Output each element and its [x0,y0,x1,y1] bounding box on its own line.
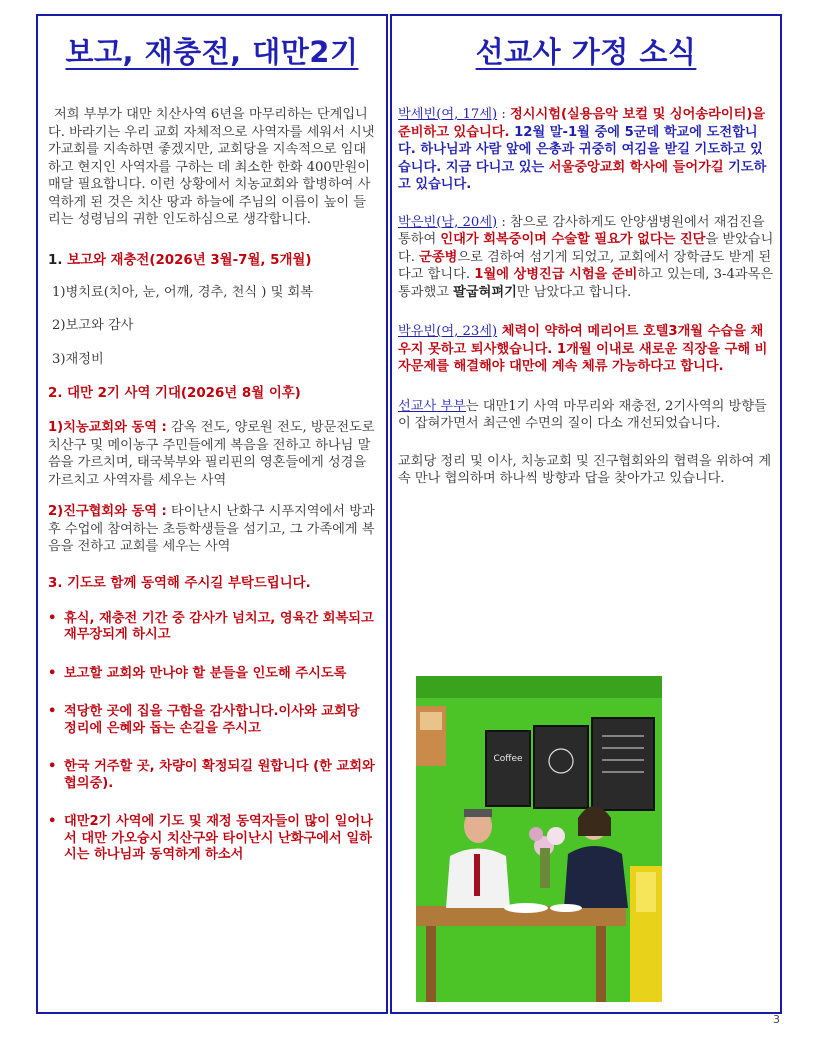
section-2-heading: 2. 대만 2기 사역 기대(2026년 8월 이후) [48,386,301,401]
eunbin-text-2: 을 받았습니다. [398,232,774,265]
eunbin-name: 박은빈(남, 20세) [398,214,498,230]
eunbin-text-bold: 팔굽혀펴기 [453,284,517,300]
eunbin-text-1: : 참으로 감사하게도 안양샘병원에서 재검진을 통하여 [398,214,765,247]
right-column [390,14,782,1014]
yubin-name: 박유빈(여, 23세) [398,324,498,339]
section-2 [48,382,376,556]
section-1 [48,249,376,369]
left-content [48,106,376,864]
family-news-yubin [398,323,774,376]
section-1-item-2: 2)보고와 감사 [52,318,134,333]
eunbin-text-red-3: 1월에 상병진급 시험을 준비 [474,267,638,282]
church-news: 교회당 정리 및 이사, 치농교회 및 진구협회와의 협력을 위하여 계속 만나 협의하며 하나씩 방향과 답을 찾아가고 있습니다. [398,453,772,486]
section-2-item-1-text: 감옥 전도, 양로원 전도, 방문전도로 치산구 및 메이농구 주민들에게 복음을 전하고 하나님 말씀을 가르치며, 태국북부와 필리핀의 영혼들에게 성경을 가르치고 사역자를 세우는 사역 [48,420,375,488]
couple-text: 는 대만1기 사역 마무리와 재충전, 2기사역의 방향들이 잡혀가면서 최근엔 수면의 질이 다소 개선되었습니다. [398,398,767,431]
sebin-text-blue-2: 기도하고 있습니다. [398,159,767,192]
prayer-item: • 보고할 교회와 만나야 할 분들을 인도해 주시도록 [48,666,376,683]
page-number: 3 [773,1013,780,1026]
eunbin-text-4: 하고 있는데, 3-4과목은 통과했고 [398,267,774,300]
section-2-item-2-label: 2)진구협회와 동역 : [48,504,167,519]
sebin-text-blue: 12월 말-1월 중에 5군데 학교에 도전합니다. 하나님과 사람 앞에 은총과 귀중히 여김을 받길 기도하고 있습니다. 지금 다니고 있는 [398,124,763,175]
prayer-list [48,611,376,864]
section-2-item-2-text: 타이난시 난화구 시푸지역에서 방과후 수업에 참여하는 초등학생들을 섬기고, 그 가족에게 복음을 전하고 교회를 세우는 사역 [48,504,375,554]
chalkboard-text: Coffee [493,754,523,764]
right-title: 선교사 가정 소식 [475,35,697,69]
eunbin-text-5: 만 남았다고 합니다. [516,284,632,300]
sebin-sep: : [497,107,510,122]
section-1-item-1: 1)병치료(치아, 눈, 어깨, 경추, 천식 ) 및 회복 [52,284,314,300]
family-news-eunbin [398,214,774,302]
section-2-item-1 [48,419,376,489]
section-1-heading [48,249,376,268]
sebin-text-red: 정시시험(실용음악 보컬 및 싱어송라이터)을 준비하고 있습니다. [398,107,766,140]
intro-paragraph: 저희 부부가 대만 치산사역 6년을 마무리하는 단계입니다. 바라기는 우리 교회 자체적으로 사역자를 세워서 시냇가교회를 지속하면 좋겠지만, 교회당을 지속적으로 임대하고 현지인 사역자를 구하는 데 최소한 한화 400만원이 매달 필요합니다. 이런 상황에서 치농교회와 합병하여 사역하게 된 것은 치산 땅과 하늘에 주님의 이름이 높이 들리는 성령님의 귀한 인도하심으로 생각합니다. [48,107,375,227]
eunbin-text-red-1: 인대가 회복중이며 수술할 필요가 없다는 진단 [440,232,706,247]
yubin-text: 체력이 약하여 메리어트 호텔3개월 수습을 채우지 못하고 퇴사했습니다. 1개월 이내로 새로운 직장을 구해 비자문제를 해결해야 대만에 계속 체류 가능하다고 합니다. [398,324,768,374]
prayer-item: • 한국 거주할 곳, 차량이 확정되길 원합니다 (한 교회와 협의중). [48,759,376,792]
prayer-item: • 적당한 곳에 집을 구함을 감사합니다.이사와 교회당 정리에 은혜와 돕는 손길을 주시고 [48,704,376,737]
section-1-item-3: 3)재정비 [52,351,104,367]
section-3 [48,572,376,864]
prayer-item: • 대만2기 사역에 기도 및 재정 동역자들이 많이 일어나서 대만 가오슝시 치산구와 타이난시 난화구에서 일하시는 하나님과 동역하게 하소서 [48,814,376,864]
couple-name: 선교사 부부 [398,398,466,414]
family-news-couple [398,398,774,433]
sebin-name: 박세빈(여, 17세) [398,107,498,122]
section-1-number: 1. [48,252,63,268]
family-news-sebin [398,106,774,194]
left-title: 보고, 재충전, 대만2기 [65,35,359,69]
eunbin-text-red-2: 군종병 [419,249,458,265]
sebin-text-red-2: 서울중앙교회 학사에 들어가길 [548,159,724,175]
couple-photo [416,676,662,1002]
section-2-item-1-label: 1)치농교회와 동역 : [48,420,167,435]
right-content [398,106,774,488]
section-1-title: 보고와 재충전(2026년 3월-7월, 5개월) [67,252,312,268]
left-column [36,14,388,1014]
section-2-item-2 [48,503,376,556]
prayer-item: • 휴식, 재충전 기간 중 감사가 넘치고, 영육간 회복되고 재무장되게 하시고 [48,611,376,644]
eunbin-text-3: 으로 겸하여 섬기게 되었고, 교회에서 장학금도 받게 된다고 합니다. [398,249,772,282]
section-3-heading: 3. 기도로 함께 동역해 주시길 부탁드립니다. [48,575,311,591]
